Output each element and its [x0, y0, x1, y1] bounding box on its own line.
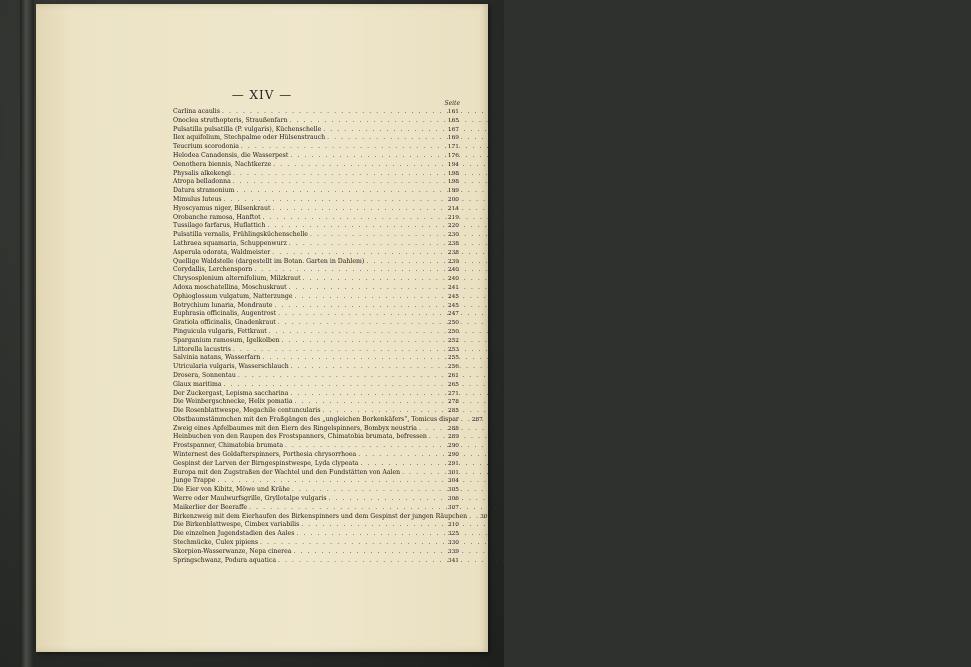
- entry-page-number: 290: [447, 443, 459, 450]
- entry-title: Carlina acaulis: [173, 108, 220, 115]
- list-item: [173, 390, 459, 399]
- dot-leader: [295, 398, 443, 407]
- list-item: [173, 539, 459, 548]
- dot-leader: [461, 416, 467, 425]
- list-item: [173, 126, 459, 135]
- entry-page-number: 290: [447, 452, 459, 459]
- entry-page-number: 278: [447, 399, 459, 406]
- list-item: [173, 460, 459, 469]
- entry-title: Die Rosenblattwespe, Megachile centuncularis: [173, 407, 321, 415]
- entry-title: Maikerlier der Beeraffe: [173, 503, 248, 511]
- book-page: [36, 4, 492, 652]
- dot-leader: [222, 108, 443, 117]
- entry-title: Werre oder Maulwurfsgrille, Gryllotalpe vulgaris: [173, 495, 327, 503]
- dot-leader: [263, 214, 443, 223]
- list-item: [173, 161, 459, 170]
- entry-page-number: 304: [447, 478, 459, 485]
- entry-title: Mimulus luteus: [173, 195, 222, 203]
- list-item: [173, 337, 459, 346]
- dot-leader: [323, 126, 443, 135]
- entry-title: Die Birkenblattwespe, Cimbex variabilis: [173, 521, 300, 529]
- dot-leader: [289, 284, 443, 293]
- list-item: [173, 477, 459, 486]
- dot-leader: [402, 469, 443, 478]
- list-item: [173, 205, 459, 214]
- entry-page-number: 169: [447, 135, 459, 142]
- entry-page-number: 240: [447, 276, 459, 283]
- dot-leader: [233, 178, 443, 187]
- entry-title: Ilex aquifolium, Stechpalme oder Hülsenstrauch: [173, 134, 326, 142]
- list-item: [173, 372, 459, 381]
- entry-title: Heinbuchen von den Raupen des Frostspanners, Chimatobia brumata, befressen: [173, 433, 427, 441]
- entry-title: Die Weinbergschnecke, Helix pomatia: [173, 398, 293, 406]
- entry-page-number: 305: [447, 487, 459, 494]
- entry-page-number: 250: [447, 320, 459, 327]
- entry-page-number: 325: [447, 531, 459, 538]
- entry-title: Helodea Canadensis, die Wasserpest: [173, 151, 289, 159]
- entry-title: Tussilago farfarus, Huflattich: [173, 222, 266, 230]
- entry-page-number: 256: [447, 364, 459, 371]
- list-item: [173, 381, 459, 390]
- entry-title: Chrysosplenium alternifolium, Milzkraut: [173, 275, 301, 283]
- entry-page-number: 285: [447, 408, 459, 415]
- dot-leader: [236, 187, 443, 196]
- entry-page-number: 310: [447, 522, 459, 529]
- entry-title: Skorpion-Wasserwanze, Nepa cinerea: [173, 547, 292, 555]
- list-item: [173, 433, 459, 442]
- entry-title: Die einzelnen Jugendstadien des Aales: [173, 530, 295, 538]
- entry-title: Springschwanz, Podura aquatica: [173, 556, 277, 564]
- entry-title: Orobanche ramosa, Hanftot: [173, 213, 261, 221]
- entry-title: Onoclea struthopteris, Straußenfarn: [173, 116, 288, 124]
- dot-leader: [429, 433, 443, 442]
- entry-page-number: 240: [447, 267, 459, 274]
- entry-title: Stechmücke, Culex pipiens: [173, 539, 259, 547]
- list-item: [173, 240, 459, 249]
- entry-page-number: 199: [447, 188, 459, 195]
- list-item: [173, 521, 459, 530]
- dot-leader: [278, 319, 443, 328]
- entry-page-number: 239: [447, 258, 459, 265]
- dot-leader: [282, 337, 443, 346]
- dot-leader: [303, 275, 443, 284]
- list-item: [173, 170, 459, 179]
- dot-leader: [290, 152, 443, 161]
- dot-leader: [291, 363, 443, 372]
- dot-leader: [310, 231, 443, 240]
- list-item: [173, 504, 459, 513]
- list-item: [173, 442, 459, 451]
- entry-title: Frostspanner, Chimatobia brumata: [173, 442, 284, 450]
- entry-page-number: 167: [447, 126, 459, 133]
- entry-page-number: 245: [447, 302, 459, 309]
- list-item: [173, 275, 459, 284]
- entry-title: Atropa belladonna: [173, 178, 231, 186]
- list-item: [173, 530, 459, 539]
- dot-leader: [419, 425, 443, 434]
- list-item: [173, 346, 459, 355]
- entry-title: Quellige Waldstelle (dargestellt im Botan. Garten in Dahlem): [173, 257, 365, 265]
- list-item: [173, 363, 459, 372]
- dot-leader: [254, 266, 443, 275]
- entry-page-number: 198: [447, 170, 459, 177]
- list-item: [173, 557, 459, 566]
- entry-page-number: 252: [447, 337, 459, 344]
- entry-page-number: 238: [447, 249, 459, 256]
- dot-leader: [278, 557, 443, 566]
- list-item: [173, 108, 459, 117]
- entry-page-number: 307: [447, 504, 459, 511]
- entry-page-number: 161: [447, 109, 459, 115]
- entry-page-number: 261: [447, 372, 459, 379]
- list-item: [173, 548, 459, 557]
- entry-page-number: 245: [447, 293, 459, 300]
- entry-title: Adoxa moschatellina, Moschuskraut: [173, 283, 287, 291]
- dot-leader: [469, 513, 475, 522]
- entry-page-number: 255: [447, 355, 459, 362]
- entry-page-number: 271: [447, 390, 459, 397]
- list-item: [173, 319, 459, 328]
- dot-leader: [269, 328, 443, 337]
- page-header: — XIV —: [231, 88, 293, 102]
- entry-title: Drosera, Sonnentau: [173, 371, 236, 379]
- dot-leader: [233, 346, 443, 355]
- entry-title: Corydallis, Lerchensporn: [173, 266, 253, 274]
- list-item: [173, 152, 459, 161]
- list-item: [173, 302, 459, 311]
- dot-leader: [292, 486, 443, 495]
- dot-leader: [272, 205, 443, 214]
- list-item: [173, 178, 459, 187]
- entry-page-number: 200: [447, 196, 459, 203]
- dot-leader: [366, 258, 443, 267]
- list-item: [173, 266, 459, 275]
- dot-leader: [295, 293, 444, 302]
- entry-page-number: 247: [447, 311, 459, 318]
- entry-title: Salvinia natans, Wasserfarn: [173, 354, 261, 362]
- entry-page-number: 287: [471, 416, 483, 423]
- dot-leader: [289, 240, 443, 249]
- list-item: [173, 284, 459, 293]
- entry-title: Pulsatilla pulsatilla (P. vulgaris), Küchenschelle: [173, 125, 322, 133]
- list-item: [173, 512, 492, 522]
- entry-page-number: 291: [447, 460, 459, 467]
- dot-leader: [217, 477, 443, 486]
- entry-title: Die Eier von Kibitz, Möwe und Krähe: [173, 486, 290, 494]
- entry-title: Obstbaumstämmchen mit den Fraßgängen des „ungleichen Borkenkäfers“, Tomicus dispar: [173, 415, 459, 423]
- entry-title: Junge Trappe: [173, 477, 216, 485]
- entry-page-number: 330: [447, 540, 459, 547]
- list-item: [173, 143, 459, 152]
- entry-page-number: 250: [447, 328, 459, 335]
- entry-page-number: 309: [480, 513, 492, 520]
- dot-leader: [296, 530, 443, 539]
- list-item: [173, 222, 459, 231]
- dot-leader: [262, 354, 443, 363]
- list-item: [173, 328, 459, 337]
- list-item: [173, 187, 459, 196]
- dot-leader: [323, 407, 443, 416]
- entry-page-number: 176: [447, 152, 459, 159]
- dot-leader: [224, 196, 443, 205]
- entry-page-number: 241: [447, 284, 459, 291]
- entry-page-number: 289: [447, 434, 459, 441]
- entry-title: Teucrium scorodonia: [173, 143, 239, 151]
- entry-title: Europa mit den Zugstraßen der Wachtel und den Fundstätten von Aalen: [173, 468, 401, 476]
- list-item: [173, 117, 459, 126]
- list-item: [173, 425, 459, 434]
- entry-page-number: 171: [447, 144, 459, 151]
- dot-leader: [224, 381, 443, 390]
- list-item: [173, 469, 459, 478]
- dot-leader: [272, 249, 443, 258]
- dot-leader: [290, 117, 443, 126]
- dot-leader: [238, 372, 443, 381]
- list-item: [173, 398, 459, 407]
- list-item: [173, 486, 459, 495]
- entry-page-number: 265: [447, 381, 459, 388]
- entry-title: Asperula odorata, Waldmeister: [173, 248, 271, 256]
- dot-leader: [358, 451, 443, 460]
- entry-page-number: 288: [447, 425, 459, 432]
- dot-leader: [260, 539, 443, 548]
- list-item: [173, 214, 459, 223]
- entry-page-number: 194: [447, 161, 459, 168]
- book-spine-edge: [20, 0, 34, 667]
- entry-title: Ophioglossum vulgatum, Natterzunge: [173, 292, 293, 300]
- entry-page-number: 341: [447, 557, 459, 564]
- table-of-figures: [173, 108, 492, 565]
- entry-title: Winternest des Goldafterspinners, Porthesia chrysorrhoea: [173, 451, 357, 459]
- entry-title: Sparganium ramosum, Igelkolben: [173, 336, 280, 344]
- entry-page-number: 238: [447, 240, 459, 247]
- dot-leader: [278, 310, 443, 319]
- entry-title: Pinguicula vulgaris, Fettkraut: [173, 327, 267, 335]
- dot-leader: [301, 521, 443, 530]
- list-item: [173, 407, 459, 416]
- entry-title: Datura stramonium: [173, 187, 235, 195]
- dot-leader: [290, 390, 443, 399]
- entry-page-number: 214: [447, 205, 459, 212]
- list-item: [173, 354, 459, 363]
- list-item: [173, 310, 459, 319]
- dot-leader: [360, 460, 443, 469]
- list-item: [173, 258, 459, 267]
- dot-leader: [285, 442, 443, 451]
- list-item: [173, 293, 459, 302]
- entry-title: Euphrasia officinalis, Augentrost: [173, 310, 277, 318]
- dot-leader: [293, 548, 443, 557]
- entry-title: Glaux maritima: [173, 380, 222, 388]
- list-item: [173, 451, 459, 460]
- list-item: [173, 249, 459, 258]
- entry-title: Oenothera biennis, Nachtkerze: [173, 160, 272, 168]
- dot-leader: [273, 161, 443, 170]
- entry-page-number: 253: [447, 346, 459, 353]
- list-item: [173, 231, 459, 240]
- entry-title: Botrychium lunaria, Mondraute: [173, 301, 273, 309]
- entry-title: Gratiola officinalis, Gnadenkraut: [173, 319, 276, 327]
- dot-leader: [274, 302, 443, 311]
- list-item: [173, 134, 459, 143]
- dot-leader: [241, 143, 443, 152]
- list-item: [173, 196, 459, 205]
- dot-leader: [267, 222, 443, 231]
- entry-page-number: 306: [447, 496, 459, 503]
- page-column-label: Seite: [444, 100, 460, 107]
- dot-leader: [329, 495, 443, 504]
- entry-title: Gespinst der Larven der Birngespinstwespe, Lyda clypeata: [173, 459, 359, 467]
- entry-page-number: 230: [447, 232, 459, 239]
- entry-title: Pulsatilla vernalis, Frühlingsküchenschelle: [173, 231, 308, 239]
- entry-page-number: 301: [447, 469, 459, 476]
- list-item: [173, 495, 459, 504]
- list-item: [173, 415, 483, 425]
- entry-page-number: 339: [447, 548, 459, 555]
- dot-leader: [233, 170, 443, 179]
- dot-leader: [249, 504, 443, 513]
- entry-title: Physalis alkekengi: [173, 169, 232, 177]
- entry-title: Littorella lacustris: [173, 345, 231, 353]
- entry-title: Utricularia vulgaris, Wasserschlauch: [173, 363, 289, 371]
- entry-title: Birkenzweig mit dem Eierhaufen des Birkenspinners und dem Gespinst der jungen Räupchen: [173, 512, 468, 520]
- entry-page-number: 165: [447, 117, 459, 124]
- entry-page-number: 220: [447, 223, 459, 230]
- entry-title: Hyoscyamus niger, Bilsenkraut: [173, 204, 271, 212]
- dot-leader: [327, 134, 443, 143]
- entry-page-number: 219: [447, 214, 459, 221]
- entry-page-number: 198: [447, 179, 459, 186]
- entry-title: Lathraea squamaria, Schuppenwurz: [173, 239, 287, 247]
- entry-title: Zweig eines Apfelbaumes mit den Eiern des Ringelspinners, Bombyx neustria: [173, 424, 417, 432]
- entry-title: Der Zuckergast, Lepisma saccharina: [173, 389, 289, 397]
